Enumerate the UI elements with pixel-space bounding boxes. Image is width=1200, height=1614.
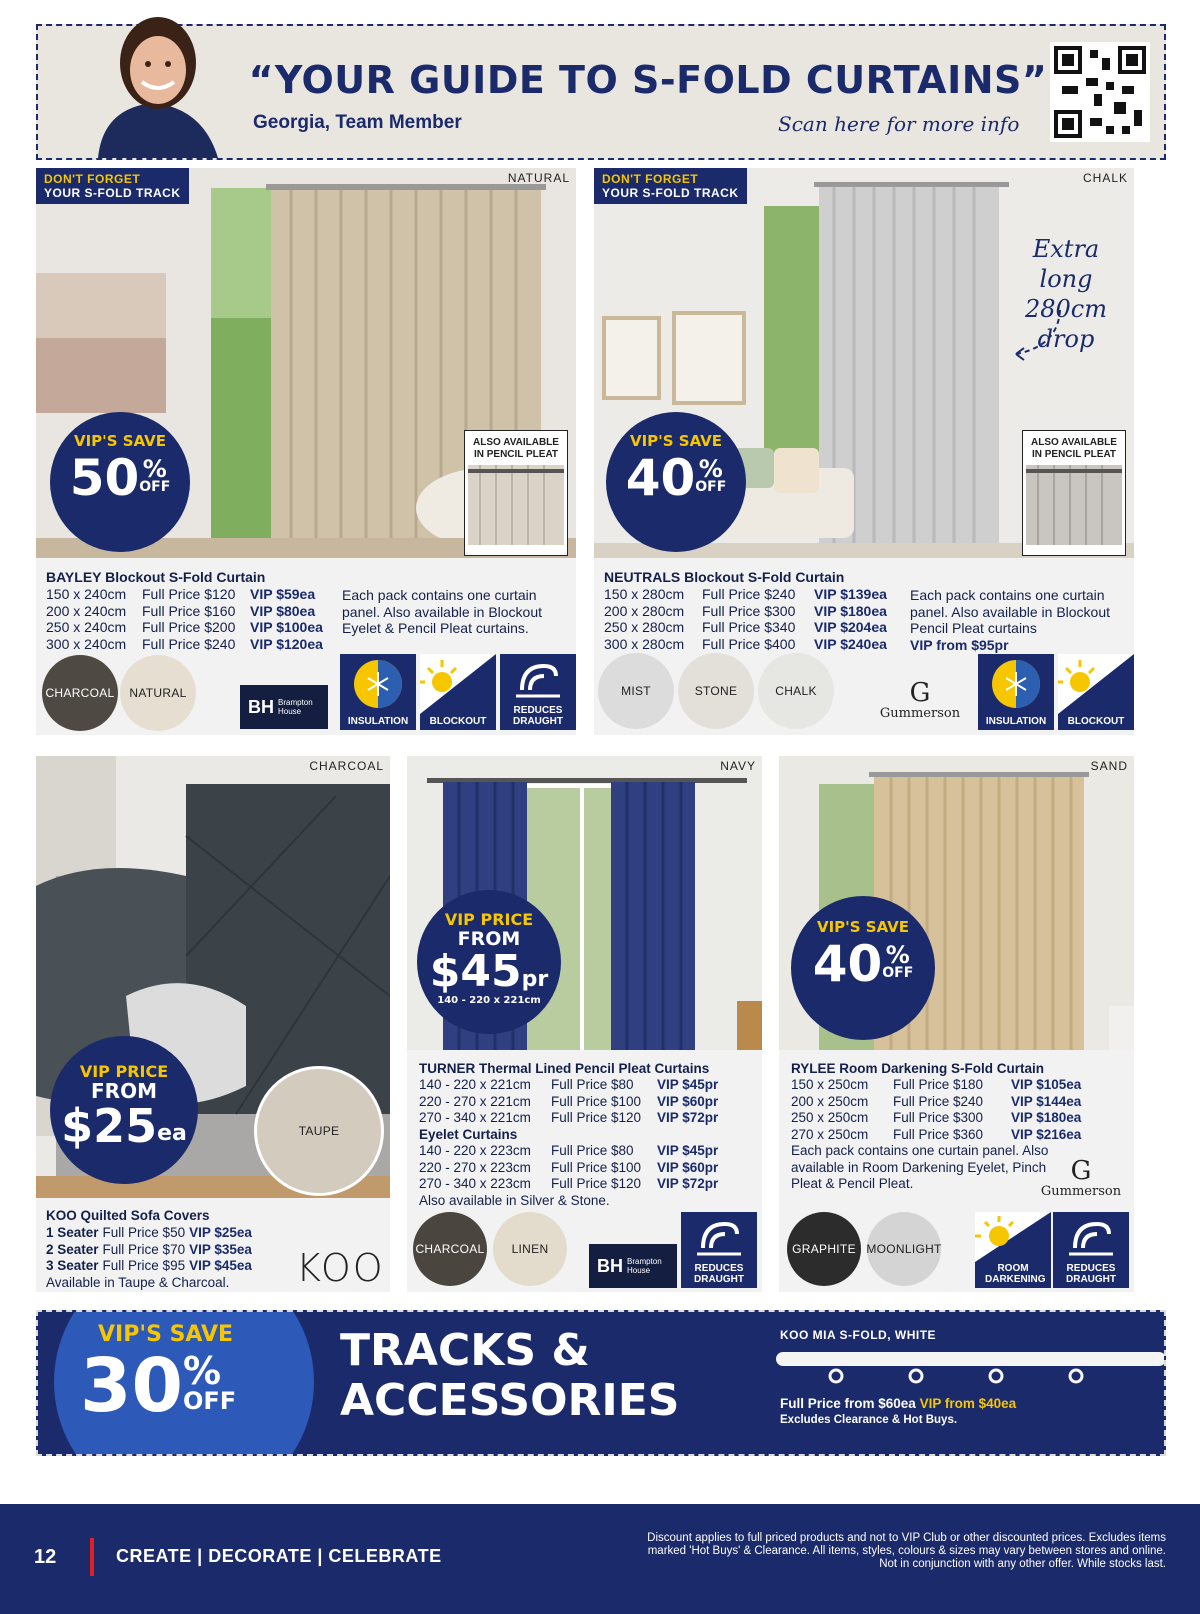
full-price: Full Price $360 [893,1126,984,1142]
percent-sign-icon: % [885,941,910,969]
percent-sign-icon: % [698,455,723,483]
badge-from: FROM [457,928,521,950]
brand-name: Brampton House [627,1257,662,1275]
vip-price: VIP $240ea [814,635,887,652]
vip-price: VIP $105ea [1011,1077,1082,1092]
full-price: Full Price $95 [102,1258,186,1273]
brampton-house-logo [589,1244,677,1288]
colour-label: SAND [1090,759,1128,773]
full-price: Full Price $300 [893,1110,984,1125]
vip-price: VIP $80ea [250,602,316,619]
full-price: Full Price $400 [702,635,796,652]
badge-heading: VIP'S SAVE [629,432,723,450]
swatch-charcoal[interactable]: CHARCOAL [42,655,118,731]
track-exclusion: Excludes Clearance & Hot Buys. [780,1414,958,1426]
turner-photo [407,756,762,1050]
inset-caption: ALSO AVAILABLE IN PENCIL PLEAT [1031,437,1117,460]
product-name: BAYLEY Blockout S-Fold Curtain [46,569,266,585]
dashed-arrow-icon [1010,306,1070,366]
seater: 1 Seater [46,1225,99,1240]
percent-sign-icon: % [142,455,167,483]
product-name: NEUTRALS Blockout S-Fold Curtain [604,569,845,585]
track-product-label: KOO MIA S-FOLD, WHITE [780,1328,937,1342]
track-reminder-line1: DON'T FORGET [44,172,141,186]
guide-banner [36,24,1166,160]
badge-from: FROM [91,1079,157,1103]
bayley-product-card[interactable] [36,168,576,735]
price-table [46,586,323,652]
size: 150 x 250cm [791,1077,869,1092]
product-description: Each pack contains one curtain panel. Also available in Blockout Eyelet & Pencil Pleat curtains. [342,587,543,636]
draught-feature-icon [500,654,576,730]
swatch-graphite[interactable]: GRAPHITE [787,1212,861,1286]
wave-icon [1053,1212,1129,1262]
brand-name: Gummerson [879,706,961,721]
track-reminder-line2: YOUR S-FOLD TRACK [44,186,181,200]
full-price: Full Price $240 [142,635,236,652]
size: 270 - 340 x 223cm [419,1176,531,1191]
track-reminder-tag [594,168,747,204]
vip-price: VIP $72pr [657,1176,719,1191]
vip-price: VIP $60pr [657,1159,719,1175]
gummerson-logo [1031,1158,1131,1199]
size: 270 x 250cm [791,1126,869,1142]
brampton-house-logo [240,685,328,729]
swatch-stone[interactable]: STONE [678,653,754,729]
badge-unit: ea [157,1121,187,1146]
swatch-mist[interactable]: MIST [598,653,674,729]
turner-product-card[interactable] [407,756,762,1292]
guide-title: “YOUR GUIDE TO S-FOLD CURTAINS” [248,58,1048,102]
full-price: Full Price $240 [702,586,796,602]
full-price: Full Price $180 [893,1077,984,1092]
draught-feature-icon [1053,1212,1129,1288]
pencil-pleat-swatch-icon [468,465,564,545]
badge-percent: 40 [625,449,696,507]
footer-tagline: CREATE | DECORATE | CELEBRATE [116,1546,442,1566]
room-darkening-feature-icon [975,1212,1051,1288]
size: 200 x 240cm [46,602,127,619]
full-price: Full Price $240 [893,1093,984,1109]
size: 140 - 220 x 223cm [419,1143,531,1158]
size: 250 x 250cm [791,1110,869,1125]
vip-price: VIP $144ea [1011,1093,1082,1109]
price-badge [417,890,561,1034]
price-table [46,1225,252,1291]
vip-price: VIP $216ea [1011,1126,1082,1142]
badge-heading: VIP PRICE [79,1062,169,1081]
sun-blockout-icon [1058,654,1134,714]
size: 300 x 280cm [604,635,685,652]
tracks-accessories-banner[interactable] [36,1310,1166,1456]
neutrals-photo [594,168,1134,558]
track-reminder-line2: YOUR S-FOLD TRACK [602,186,739,200]
neutrals-product-card[interactable] [594,168,1134,735]
size: 270 - 340 x 221cm [419,1110,531,1125]
insulation-feature-icon [978,654,1054,730]
track-rail-icon [776,1346,1166,1386]
save-badge [606,412,746,552]
price-table [791,1077,1081,1143]
colour-label: CHALK [1082,171,1128,185]
rylee-photo [779,756,1134,1050]
feature-label: REDUCES DRAUGHT [513,705,563,727]
track-reminder-line1: DON'T FORGET [602,172,699,186]
save-badge [791,896,935,1040]
vip-price: VIP $45pr [657,1143,719,1158]
product-description [910,587,1128,653]
vip-price: VIP $180ea [814,602,887,619]
colour-label: NAVY [720,759,756,773]
vip-price: VIP $45pr [657,1077,719,1092]
product-name: RYLEE Room Darkening S-Fold Curtain [791,1061,1045,1076]
pencil-pleat-vip-price: VIP from $95pr [910,636,1009,653]
badge-heading: VIP'S SAVE [73,432,167,450]
size: 150 x 280cm [604,586,685,602]
description-text: Each pack contains one curtain panel. Also available in Blockout Pencil Pleat curtains [910,587,1111,636]
swatch-linen[interactable]: LINEN [493,1212,567,1286]
badge-percent: 40 [812,935,883,993]
swatch-moonlight[interactable]: MOONLIGHT [867,1212,941,1286]
price-badge [50,1036,198,1184]
colour-label: CHARCOAL [309,759,384,773]
full-price: Full Price $100 [551,1093,642,1109]
badge-off: OFF [882,965,914,981]
sun-snowflake-icon [978,654,1054,714]
banner-percent [80,1343,237,1429]
swatch-chalk[interactable]: CHALK [758,653,834,729]
wave-icon [500,654,576,704]
pencil-pleat-inset [1022,430,1126,556]
vip-price: VIP $139ea [814,586,887,602]
feature-label: INSULATION [985,716,1047,727]
eyelet-heading: Eyelet Curtains [419,1126,518,1142]
badge-heading: VIP PRICE [444,910,534,929]
qr-code-icon[interactable] [1050,42,1150,142]
feature-label: INSULATION [347,716,409,727]
size: 200 x 280cm [604,602,685,619]
bh-monogram: BH [597,1255,623,1276]
swatch-charcoal[interactable]: CHARCOAL [413,1212,487,1286]
availability-note: Also available in Silver & Stone. [419,1192,610,1208]
colour-label: NATURAL [507,171,570,185]
product-description: Each pack contains one curtain panel. Also available in Room Darkening Eyelet, Pinch Pleat & Pencil Pleat. [791,1143,1049,1191]
full-price: Full Price $160 [142,602,236,619]
feature-label: BLOCKOUT [429,716,487,727]
full-price: Full Price $120 [142,586,236,602]
vip-price: VIP $180ea [1011,1110,1082,1125]
badge-price: $25 [61,1099,158,1153]
banner-badge-heading: VIP'S SAVE [98,1322,234,1347]
sun-snowflake-icon [340,654,416,714]
track-reminder-tag [36,168,189,204]
full-price: Full Price $50 [102,1225,186,1240]
swatch-taupe[interactable]: TAUPE [254,1066,384,1196]
vip-price: VIP $204ea [814,619,887,635]
feature-label: ROOM DARKENING [985,1263,1046,1285]
wave-icon [681,1212,757,1262]
banner-heading-line1: TRACKS & [340,1325,590,1376]
size: 140 - 220 x 221cm [419,1077,531,1092]
gummerson-monogram: G [909,678,931,708]
banner-percent-value: 30 [80,1343,183,1429]
banner-heading-line2: ACCESSORIES [340,1375,680,1426]
draught-feature-icon [681,1212,757,1288]
page-footer [0,1504,1200,1614]
badge-off: OFF [139,479,171,495]
feature-label: REDUCES DRAUGHT [1066,1263,1116,1285]
seater: 2 Seater [46,1241,99,1257]
vip-price: VIP $120ea [250,635,323,652]
feature-label: BLOCKOUT [1067,716,1125,727]
blockout-feature-icon [1058,654,1134,730]
gummerson-monogram: G [1070,1156,1092,1186]
brand-name: Brampton House [278,698,313,716]
badge-percent: 50 [69,449,140,507]
rylee-product-card[interactable] [779,756,1134,1292]
bayley-photo [36,168,576,558]
product-name: KOO Quilted Sofa Covers [46,1208,210,1223]
size: 250 x 280cm [604,619,685,635]
price-table [419,1077,718,1209]
banner-off: OFF [182,1387,237,1415]
inset-caption: ALSO AVAILABLE IN PENCIL PLEAT [473,437,559,460]
badge-off: OFF [695,479,727,495]
save-badge [50,412,190,552]
full-price: Full Price $80 [551,1143,634,1158]
team-member-name: Georgia, Team Member [253,112,462,133]
vip-price: VIP $100ea [250,619,323,635]
track-full-price: Full Price from $60ea [780,1396,916,1411]
vip-price: VIP $35ea [189,1241,252,1257]
sun-blockout-icon [420,654,496,714]
badge-unit: pr [521,967,549,992]
vip-price: VIP $25ea [189,1225,252,1240]
badge-heading: VIP'S SAVE [816,918,910,936]
drop-note: Extra long 280cm drop [1024,235,1107,353]
availability-note: Available in Taupe & Charcoal. [46,1274,230,1290]
full-price: Full Price $340 [702,619,796,635]
size: 150 x 240cm [46,586,127,602]
pencil-pleat-inset [464,430,568,556]
full-price: Full Price $80 [551,1077,634,1092]
koo-logo: KOO [296,1246,385,1290]
percent-sign-icon: % [182,1349,222,1393]
size: 300 x 240cm [46,635,127,652]
track-price [780,1396,1016,1411]
vip-price: VIP $45ea [189,1258,252,1273]
insulation-feature-icon [340,654,416,730]
scan-note: Scan here for more info [778,112,1020,136]
vip-price: VIP $72pr [657,1110,719,1125]
full-price: Full Price $300 [702,602,796,619]
gummerson-logo [870,680,970,721]
price-table [604,586,887,652]
full-price: Full Price $70 [102,1241,186,1257]
blockout-feature-icon [420,654,496,730]
brand-name: Gummerson [1040,1184,1122,1199]
bh-monogram: BH [248,696,274,717]
full-price: Full Price $200 [142,619,236,635]
product-name: TURNER Thermal Lined Pencil Pleat Curtains [419,1061,710,1076]
full-price: Full Price $120 [551,1176,642,1191]
size: 220 - 270 x 221cm [419,1093,531,1109]
koo-photo [36,756,390,1198]
vip-price: VIP $59ea [250,586,316,602]
vip-price: VIP $60pr [657,1093,719,1109]
page-number: 12 [34,1546,57,1568]
sun-darkening-icon [975,1212,1051,1262]
track-vip-price: VIP from $40ea [919,1396,1017,1411]
size: 220 - 270 x 223cm [419,1159,531,1175]
badge-price: $45 [429,946,522,997]
size: 250 x 240cm [46,619,127,635]
seater: 3 Seater [46,1258,99,1273]
size: 200 x 250cm [791,1093,869,1109]
footer-divider [90,1538,94,1576]
footer-disclaimer: Discount applies to full priced products and not to VIP Club or other discounted prices. Excludes items marked 'Hot Buys' & Clearance. All items, styles, colours & sizes may vary between stores and online. Not in conjunction with any other offer. While stocks last. [647,1532,1166,1570]
feature-label: REDUCES DRAUGHT [694,1263,744,1285]
pencil-pleat-swatch-icon [1026,465,1122,545]
koo-product-card[interactable] [36,756,390,1292]
full-price: Full Price $100 [551,1159,642,1175]
banner-heading [340,1326,680,1426]
badge-size: 140 - 220 x 221cm [437,995,541,1006]
full-price: Full Price $120 [551,1110,642,1125]
swatch-natural[interactable]: NATURAL [120,655,196,731]
